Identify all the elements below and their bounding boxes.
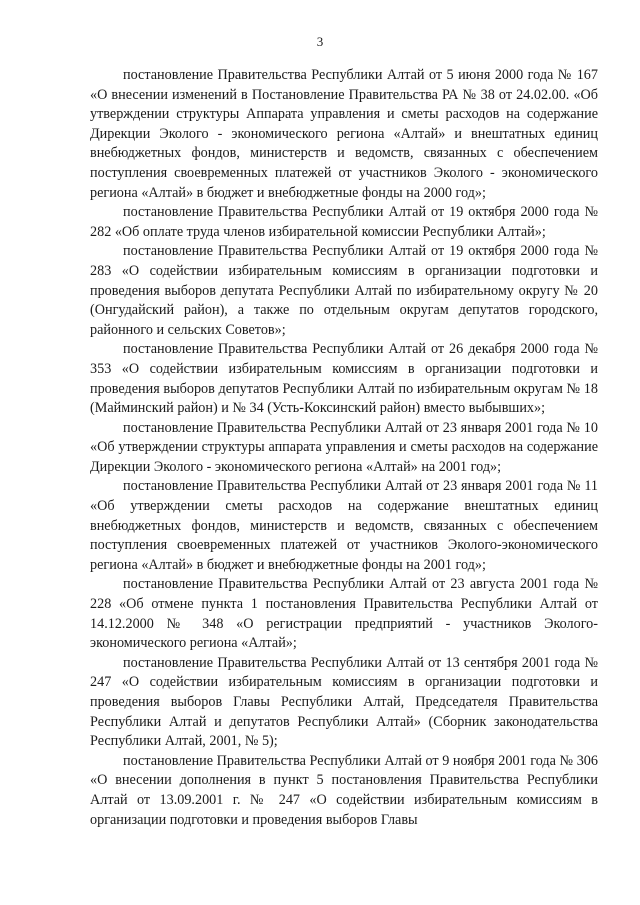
paragraph-resolution-247: постановление Правительства Республики Алтай от 13 сентября 2001 года № 247 «О содействии избирательным комиссиям в организации подготовки и проведения выборов Главы Республики Алтай, Председателя Правительства Республики Алтай и депутатов Республики Алтай» (Сборник законодательства Республики Алтай, 2001, № 5); bbox=[90, 654, 598, 750]
paragraph-resolution-306: постановление Правительства Республики Алтай от 9 ноября 2001 года № 306 «О внесении дополнения в пункт 5 постановления Правительства Республики Алтай от 13.09.2001 г. № 247 «О содействии избирательным комиссиям в организации подготовки и проведения выборов Главы bbox=[90, 752, 598, 828]
paragraph-resolution-167: постановление Правительства Республики Алтай от 5 июня 2000 года № 167 «О внесении изменений в Постановление Правительства РА № 38 от 24.02.00. «Об утверждении структуры Аппарата управления и сметы расходов на содержание Дирекции Эколого - экономического региона «Алтай» и внештатных единиц внебюджетных фондов, министерств и ведомств, связанных с обеспечением поступления своевременных платежей от участников Эколого - экономического региона «Алтай» в бюджет и внебюджетные фонды на 2000 год»; bbox=[90, 67, 598, 201]
page-number: 3 bbox=[316, 34, 324, 49]
paragraph-resolution-11: постановление Правительства Республики Алтай от 23 января 2001 года № 11 «Об утверждении сметы расходов на содержание внештатных единиц внебюджетных фондов, министерств и ведомств, связанных с обеспечением поступления своевременных платежей от участников Эколого-экономического региона «Алтай» в бюджет и внебюджетные фонды на 2001 год»; bbox=[90, 478, 598, 573]
paragraph-resolution-283: постановление Правительства Республики Алтай от 19 октября 2000 года № 283 «О содействии избирательным комиссиям в организации подготовки и проведения выборов депутата Республики Алтай по избирательному округу № 20 (Онгудайский район), а также по отдельным округам депутатов городского, районного и сельских Советов»; bbox=[90, 243, 598, 338]
paragraph-resolution-353: постановление Правительства Республики Алтай от 26 декабря 2000 года № 353 «О содействии избирательным комиссиям в организации подготовки и проведения выборов депутатов Республики Алтай по избирательным округам № 18 (Майминский район) и № 34 (Усть-Коксинский район) вместо выбывших»; bbox=[90, 341, 598, 417]
paragraph-resolution-282: постановление Правительства Республики Алтай от 19 октября 2000 года № 282 «Об оплате труда членов избирательной комиссии Республики Алтай»; bbox=[90, 204, 598, 240]
paragraph-resolution-228: постановление Правительства Республики Алтай от 23 августа 2001 года № 228 «Об отмене пункта 1 постановления Правительства Республики Алтай от 14.12.2000 № 348 «О регистрации предприятий - участников Эколого-экономического региона «Алтай»; bbox=[90, 576, 598, 652]
body-text bbox=[90, 66, 598, 830]
paragraph-resolution-10: постановление Правительства Республики Алтай от 23 января 2001 года № 10 «Об утверждении структуры аппарата управления и сметы расходов на содержание Дирекции Эколого - экономического региона «Алтай» на 2001 год»; bbox=[90, 419, 598, 475]
